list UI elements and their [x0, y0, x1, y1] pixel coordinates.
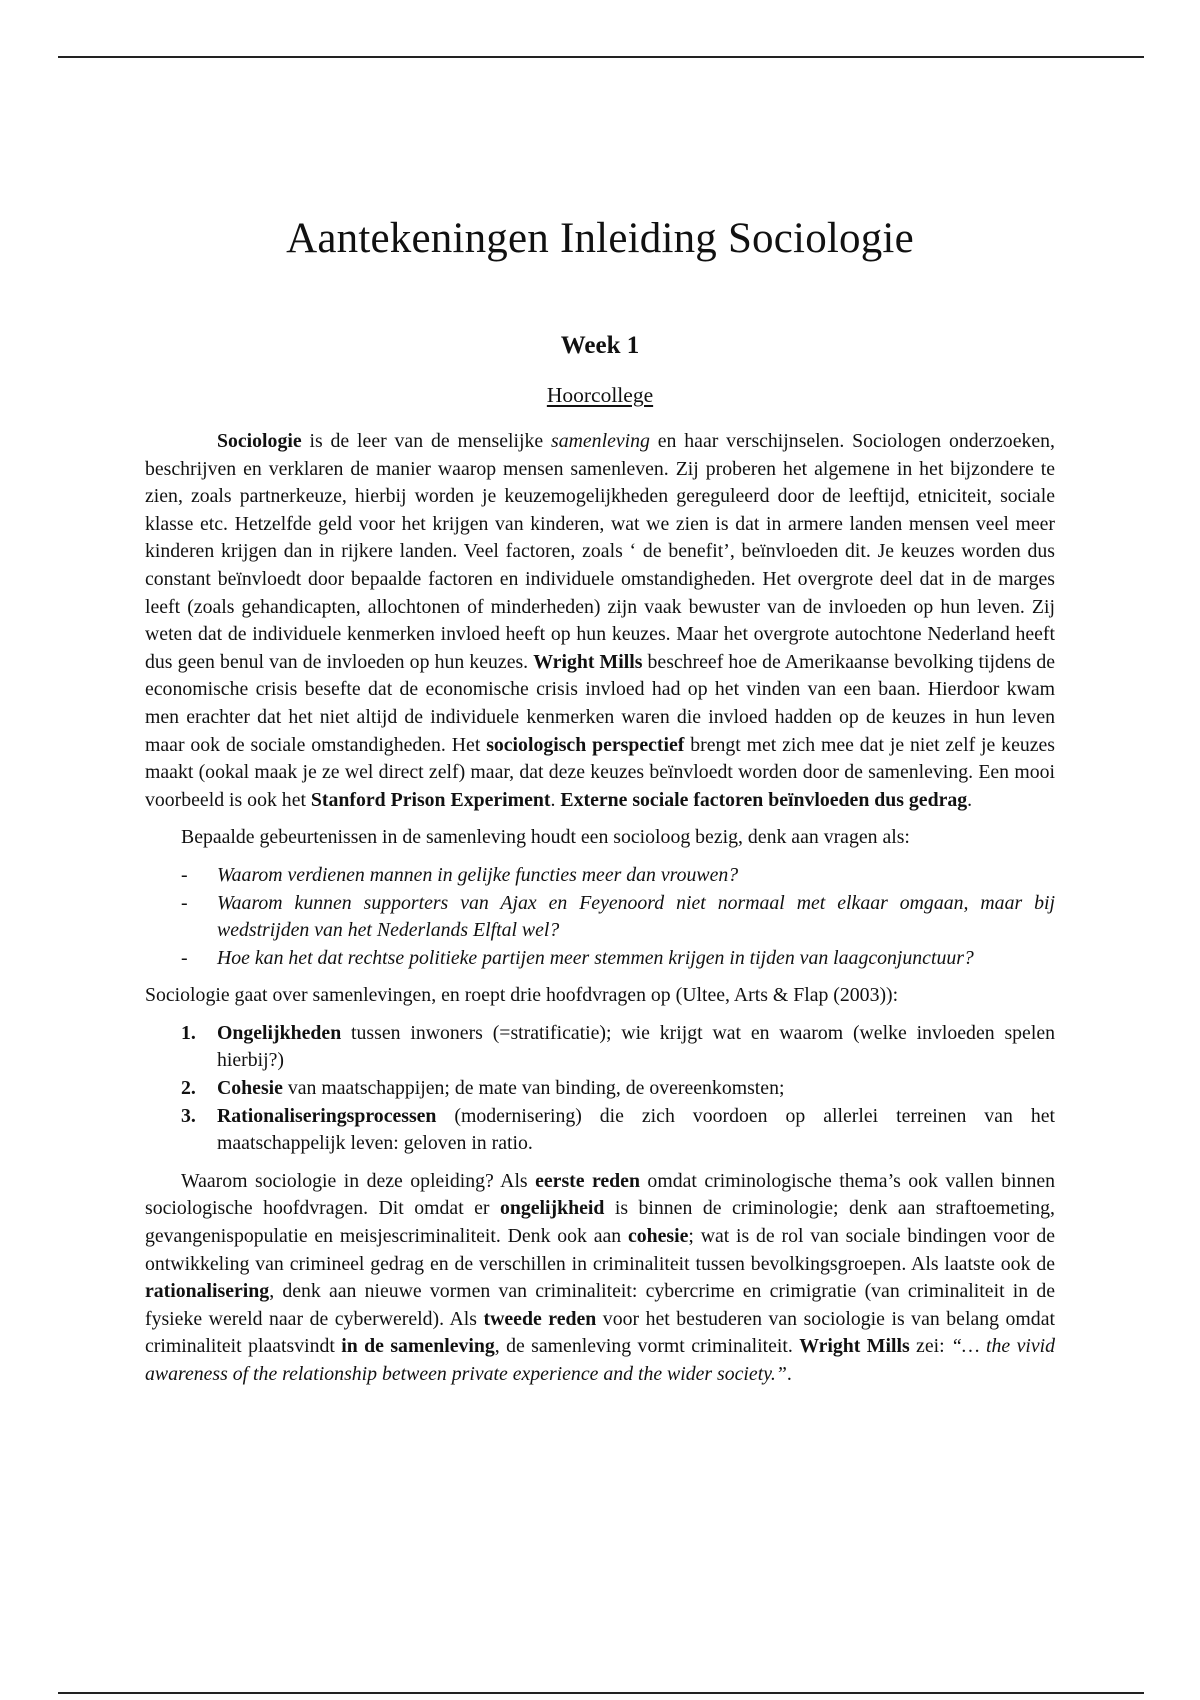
- term-eerste-reden: eerste reden: [535, 1169, 640, 1192]
- text-span: .: [967, 788, 973, 811]
- numbered-list: [145, 1020, 1055, 1158]
- text-span: .: [786, 1363, 792, 1385]
- list-number: 3.: [181, 1104, 196, 1127]
- term-stanford-prison-experiment: Stanford Prison Experiment: [310, 788, 551, 811]
- paragraph-questions-intro: Bepaalde gebeurtenissen in de samenleving houdt een socioloog bezig, denk aan vragen als:: [181, 826, 910, 849]
- term-rationalisering: rationalisering: [145, 1280, 270, 1303]
- term-wright-mills: Wright Mills: [799, 1335, 910, 1358]
- list-text: tussen inwoners (=stratificatie); wie krijgt wat en waarom (welke invloeden spelen hierbij?): [217, 1021, 1055, 1072]
- questions-list: [145, 862, 1055, 972]
- text-span: , de samenleving vormt criminaliteit.: [494, 1335, 800, 1358]
- document-title: Aantekeningen Inleiding Sociologie: [286, 215, 914, 262]
- list-text: (modernisering) die zich voordoen op allerlei terreinen van het maatschappelijk leven: geloven in ratio.: [217, 1104, 1055, 1155]
- list-number: 2.: [181, 1077, 196, 1100]
- paragraph-why-sociology: [145, 1168, 1055, 1389]
- key-conclusion: Externe sociale factoren beïnvloeden dus gedrag: [560, 788, 968, 811]
- list-number: 1.: [181, 1021, 196, 1044]
- list-item: - Waarom verdienen mannen in gelijke functies meer dan vrouwen?: [181, 862, 1055, 890]
- term-samenleving: samenleving: [551, 430, 650, 452]
- list-text: van maatschappijen; de mate van binding, de overeenkomsten;: [282, 1077, 785, 1100]
- text-span: , denk aan nieuwe vormen van criminaliteit: cybercrime en crimigratie (van criminaliteit in de fysieke wereld naar de cyberwereld). Als: [145, 1280, 1055, 1330]
- section-subtitle: [145, 383, 1055, 408]
- text-span: brengt met zich mee dat je niet zelf je keuzes maakt (ookal maak je ze wel direct zelf) maar, dat deze keuzes beïnvloedt worden door de samenleving. Een mooi voorbeeld is ook het: [145, 733, 1055, 811]
- text-span: ; wat is de rol van sociale bindingen voor de ontwikkeling van crimineel gedrag en de verschillen in criminaliteit tussen bevolkingsgroepen. Als laatste ook de: [145, 1225, 1055, 1275]
- term-ongelijkheid: ongelijkheid: [499, 1197, 605, 1220]
- text-span: is de leer van de menselijke: [301, 430, 552, 452]
- term-tweede-reden: tweede reden: [483, 1307, 597, 1330]
- term-wright-mills: Wright Mills: [533, 650, 643, 673]
- text-span: .: [550, 788, 561, 811]
- list-term: Ongelijkheden: [217, 1021, 342, 1044]
- text-span: zei:: [909, 1335, 952, 1358]
- document-body: [145, 428, 1055, 1389]
- text-span: en haar verschijnselen. Sociologen onderzoeken, beschrijven en verklaren de manier waarop mensen samenleven. Zij proberen het algemene in het bijzondere te zien, zoals partnerkeuze, hierbij worden je keuzemogelijkheden gereguleerd door de leeftijd, etniciteit, sociale klasse etc. Hetzelfde geld voor het krijgen van kinderen, wat we zien is dat in armere landen mensen veel meer kinderen krijgen dan in rijkere landen. Veel factoren, zoals ‘ de benefit’, beïnvloeden dit. Je keuzes worden dus constant beïnvloedt door bepaalde factoren en individuele omstandigheden. Het overgrote deel dat in de marges leeft (zoals gehandicapten, allochtonen of minderheden) zijn vaak bewuster van de invloeden op hun leven. Zij weten dat de individuele kenmerken invloed heeft op hun keuzes. Maar het overgrote autochtone Nederland heeft dus geen benul van de invloeden op hun keuzes.: [145, 430, 1055, 673]
- list-term: Rationaliseringsprocessen: [217, 1104, 437, 1127]
- term-sociologisch-perspectief: sociologisch perspectief: [486, 733, 685, 756]
- text-span: omdat criminologische thema’s ook vallen binnen sociologische hoofdvragen. Dit omdat er: [145, 1169, 1056, 1220]
- text-span: is binnen de criminologie; denk aan straftoemeting, gevangenispopulatie en meisjescriminaliteit. Denk ook aan: [145, 1197, 1056, 1248]
- list-item: [181, 1075, 1055, 1103]
- text-span: Waarom sociologie in deze opleiding? Als: [181, 1169, 536, 1192]
- list-item: - Waarom kunnen supporters van Ajax en Feyenoord niet normaal met elkaar omgaan, maar bij wedstrijden van het Nederlands Elftal wel?: [181, 890, 1055, 945]
- top-rule: [58, 56, 1144, 58]
- subtitle-text: Hoorcollege: [546, 383, 654, 407]
- term-sociologie: Sociologie: [217, 430, 302, 452]
- bottom-rule: [58, 1692, 1144, 1694]
- text-span: voor het bestuderen van sociologie is van belang omdat criminaliteit plaatsvindt: [145, 1307, 1055, 1358]
- text-span: beschreef hoe de Amerikaanse bevolking tijdens de economische crisis besefte dat de economische crisis invloed had op het vinden van een baan. Hierdoor kwam men erachter dat het niet altijd de individuele kenmerken waren die invloed hadden op de keuzes in hun leven maar ook de sociale omstandigheden. Het: [145, 650, 1056, 756]
- paragraph-main-questions: Sociologie gaat over samenlevingen, en roept drie hoofdvragen op (Ultee, Arts & Flap (2003)):: [145, 984, 899, 1007]
- week-heading: Week 1: [560, 332, 640, 359]
- list-item: [181, 1103, 1055, 1158]
- list-item: - Hoe kan het dat rechtse politieke partijen meer stemmen krijgen in tijden van laagconjunctuur?: [181, 945, 1055, 973]
- quote: “… the vivid awareness of the relationship between private experience and the wider society.”: [145, 1335, 1056, 1385]
- list-item: [181, 1020, 1055, 1075]
- paragraph-intro: [145, 428, 1055, 814]
- term-cohesie: cohesie: [627, 1225, 689, 1248]
- list-term: Cohesie: [217, 1077, 283, 1100]
- term-in-de-samenleving: in de samenleving: [341, 1335, 495, 1358]
